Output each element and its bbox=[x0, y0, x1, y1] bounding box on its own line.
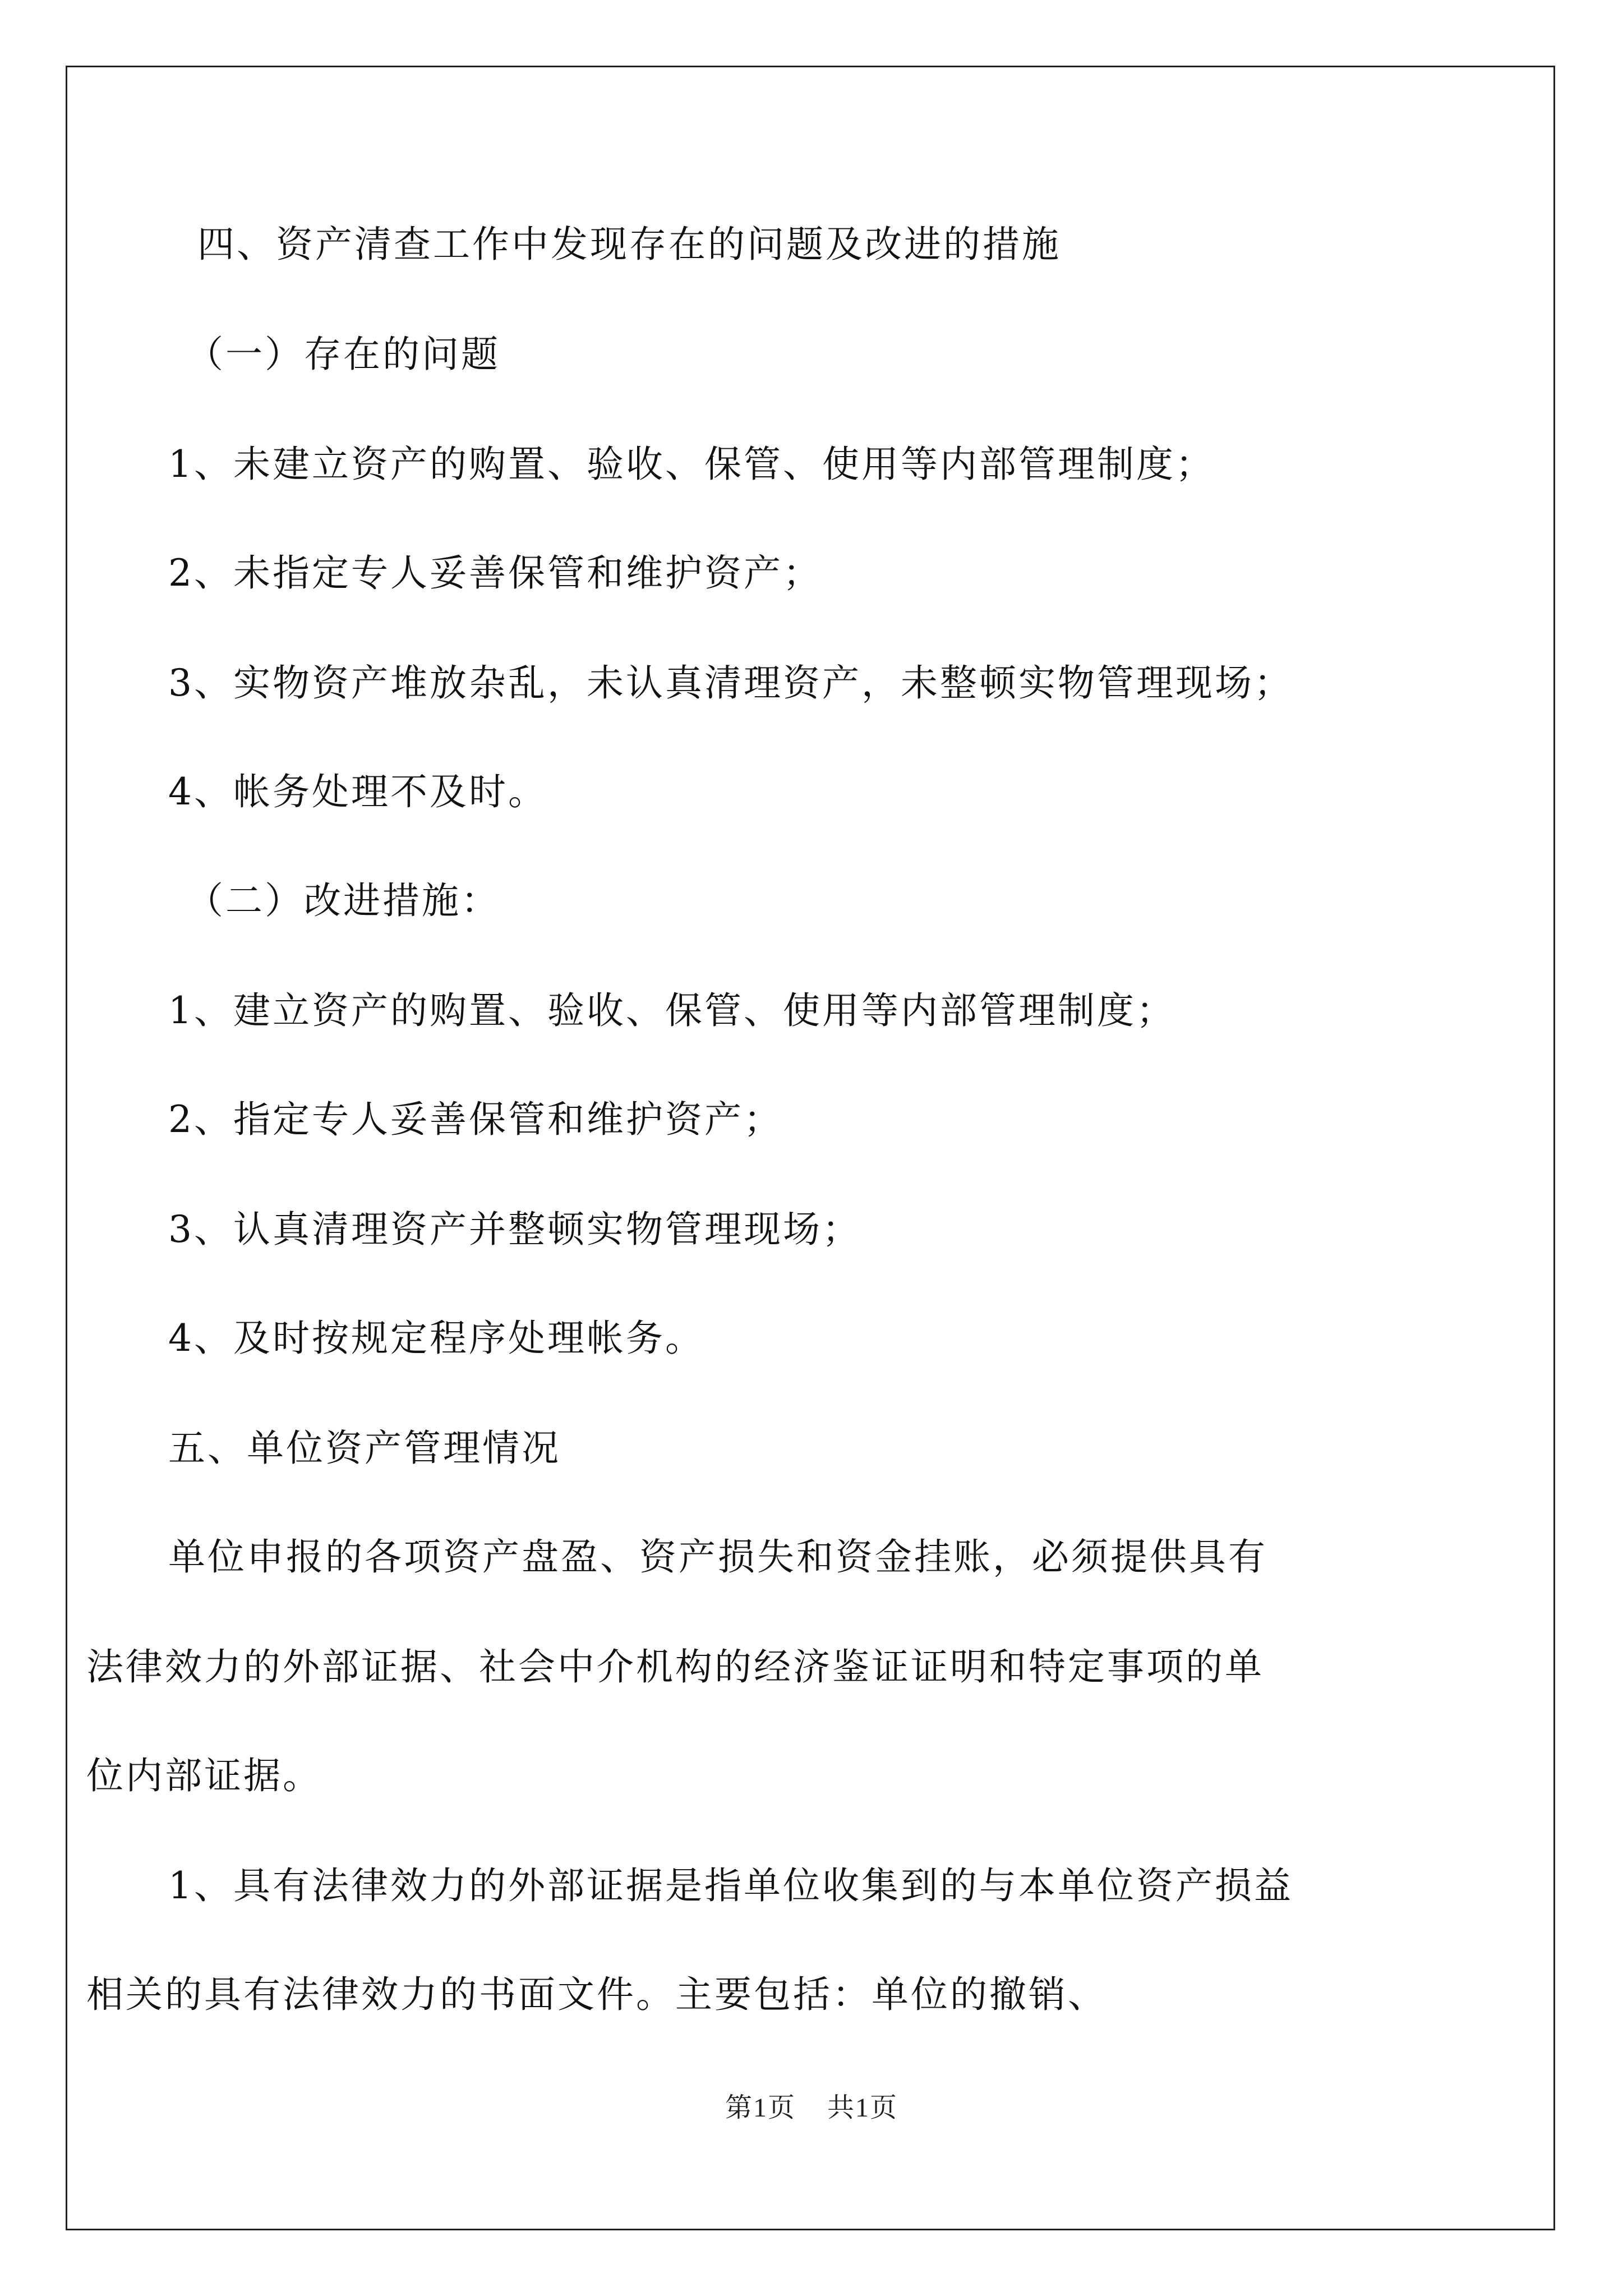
measure-item-4: 4、及时按规定程序处理帐务。 bbox=[168, 1317, 704, 1360]
section-4-title: 四、资产清查工作中发现存在的问题及改进的措施 bbox=[197, 223, 1061, 266]
problem-item-2: 2、未指定专人妥善保管和维护资产； bbox=[168, 551, 822, 595]
section-5-title: 五、单位资产管理情况 bbox=[168, 1427, 561, 1470]
problem-item-3: 3、实物资产堆放杂乱，未认真清理资产，未整顿实物管理现场； bbox=[168, 661, 1293, 705]
problems-heading: （一）存在的问题 bbox=[186, 333, 500, 376]
page-footer bbox=[0, 2086, 1623, 2124]
measure-item-1: 1、建立资产的购置、验收、保管、使用等内部管理制度； bbox=[168, 989, 1175, 1032]
paragraph-2-line-1: 1、具有法律效力的外部证据是指单位收集到的与本单位资产损益 bbox=[168, 1864, 1293, 1907]
page-number-total: 共1页 bbox=[827, 2093, 898, 2123]
measures-heading: （二）改进措施： bbox=[186, 879, 500, 922]
paragraph-2-line-2: 相关的具有法律效力的书面文件。主要包括：单位的撤销、 bbox=[86, 1973, 1107, 2016]
problem-item-4: 4、帐务处理不及时。 bbox=[168, 770, 547, 813]
measure-item-3: 3、认真清理资产并整顿实物管理现场； bbox=[168, 1208, 861, 1251]
paragraph-1-line-3: 位内部证据。 bbox=[86, 1754, 322, 1797]
paragraph-1-line-2: 法律效力的外部证据、社会中介机构的经济鉴证证明和特定事项的单 bbox=[86, 1645, 1264, 1688]
measure-item-2: 2、指定专人妥善保管和维护资产； bbox=[168, 1098, 783, 1141]
paragraph-1-line-1: 单位申报的各项资产盘盈、资产损失和资金挂账，必须提供具有 bbox=[168, 1535, 1267, 1579]
problem-item-1: 1、未建立资产的购置、验收、保管、使用等内部管理制度； bbox=[168, 443, 1215, 486]
page-number-current: 第1页 bbox=[725, 2093, 796, 2123]
